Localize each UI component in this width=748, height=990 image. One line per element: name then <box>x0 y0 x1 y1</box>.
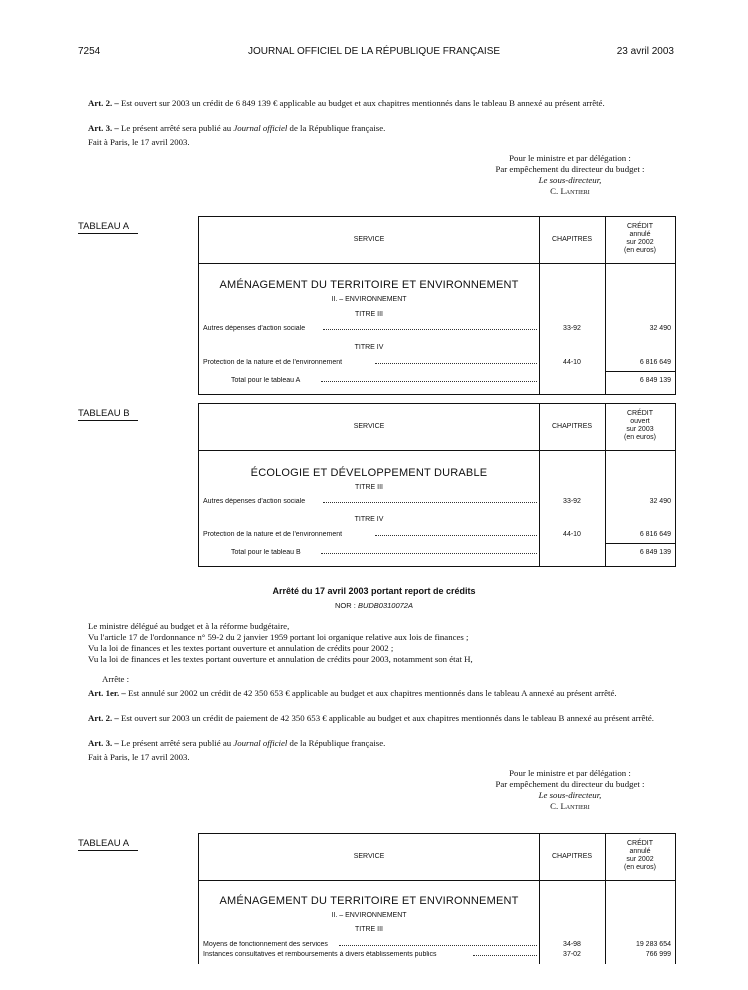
col-credit-line-2: annulé <box>629 848 651 855</box>
dot-leader <box>321 553 537 554</box>
column-divider <box>605 217 606 394</box>
row-chapter: 44-10 <box>563 531 581 538</box>
total-rule <box>605 371 675 372</box>
done-at: Fait à Paris, le 17 avril 2003. <box>88 752 190 762</box>
decree-intro: Le ministre délégué au budget et à la réforme budgétaire, <box>88 621 290 631</box>
table-a2 <box>198 833 676 964</box>
nor-reference <box>0 601 748 610</box>
signature-name: C. Lantieri <box>550 186 590 196</box>
col-credit-line-1: CRÉDIT <box>626 410 654 417</box>
signature-line-3: Le sous-directeur, <box>538 790 602 800</box>
table-row <box>203 498 537 505</box>
signature-line-1: Pour le ministre et par délégation : <box>509 768 631 778</box>
row-label: Instances consultatives et remboursements à divers établissements publics <box>203 951 437 958</box>
titre-heading: TITRE IV <box>354 344 384 351</box>
table-row <box>203 359 537 366</box>
article-2-text: Est ouvert sur 2003 un crédit de 6 849 139 € applicable au budget et aux chapitres mentionnés dans le tableau B annexé au présent arrêté. <box>120 98 605 108</box>
column-divider <box>539 217 540 394</box>
nor-code: BUDB0310072A <box>357 601 413 610</box>
journal-title: JOURNAL OFFICIEL DE LA RÉPUBLIQUE FRANÇAISE <box>247 46 501 57</box>
table-a1 <box>198 216 676 395</box>
subsection-title: II. – ENVIRONNEMENT <box>331 912 407 919</box>
section-title: ÉCOLOGIE ET DÉVELOPPEMENT DURABLE <box>250 467 488 479</box>
article-3 <box>78 123 676 134</box>
dot-leader <box>323 329 537 330</box>
col-credit-line-1: CRÉDIT <box>626 840 654 847</box>
col-credit-line-4: (en euros) <box>624 247 656 254</box>
col-credit <box>605 410 675 442</box>
table-row <box>203 531 537 538</box>
row-amount: 32 490 <box>649 498 671 505</box>
page-number: 7254 <box>78 46 101 57</box>
row-chapter: 37-02 <box>563 951 581 958</box>
column-divider <box>605 834 606 964</box>
row-amount: 6 816 649 <box>639 531 671 538</box>
col-credit-line-4: (en euros) <box>624 864 656 871</box>
column-divider <box>605 404 606 566</box>
table-a1-label: TABLEAU A <box>78 221 138 234</box>
col-credit-line-2: ouvert <box>630 418 650 425</box>
dot-leader <box>473 955 537 956</box>
article-3-text-before: Le présent arrêté sera publié au <box>120 738 232 748</box>
article-2 <box>78 98 676 109</box>
row-chapter: 33-92 <box>563 498 581 505</box>
dot-leader <box>375 535 537 536</box>
total-row <box>231 377 537 384</box>
row-label: Protection de la nature et de l'environnement <box>203 531 343 538</box>
total-row <box>231 549 537 556</box>
col-service: SERVICE <box>353 236 385 243</box>
col-chapitres: CHAPITRES <box>551 236 593 243</box>
column-divider <box>539 404 540 566</box>
article-1-label: Art. 1er. – <box>88 688 126 698</box>
signature-block <box>470 153 670 197</box>
signature-line-3: Le sous-directeur, <box>538 175 602 185</box>
article-3-text-after: de la République française. <box>289 738 386 748</box>
total-rule <box>605 543 675 544</box>
table-b1-header <box>199 404 675 451</box>
table-row <box>203 951 537 958</box>
titre-heading: TITRE III <box>355 926 383 933</box>
col-chapitres: CHAPITRES <box>551 423 593 430</box>
titre-heading: TITRE IV <box>354 516 384 523</box>
col-credit-line-2: annulé <box>629 231 651 238</box>
col-chapitres: CHAPITRES <box>551 853 593 860</box>
table-row <box>203 325 537 332</box>
table-b1 <box>198 403 676 567</box>
col-credit-line-3: sur 2003 <box>626 426 654 433</box>
col-credit-line-1: CRÉDIT <box>626 223 654 230</box>
dot-leader <box>375 363 537 364</box>
row-chapter: 33-92 <box>563 325 581 332</box>
row-amount: 32 490 <box>649 325 671 332</box>
titre-heading: TITRE III <box>355 311 383 318</box>
col-service: SERVICE <box>353 423 385 430</box>
visa-2: Vu la loi de finances et les textes portant ouverture et annulation de crédits pour 2002 ; <box>88 643 394 653</box>
table-a2-header <box>199 834 675 881</box>
article-2-label: Art. 2. – <box>88 98 119 108</box>
section-title: AMÉNAGEMENT DU TERRITOIRE ET ENVIRONNEMENT <box>219 895 519 907</box>
article-3 <box>78 738 676 749</box>
signature-name: C. Lantieri <box>550 801 590 811</box>
dot-leader <box>323 502 537 503</box>
article-3-text-before: Le présent arrêté sera publié au <box>120 123 232 133</box>
row-chapter: 34-98 <box>563 941 581 948</box>
visa-3: Vu la loi de finances et les textes portant ouverture et annulation de crédits pour 2003, notamment son état H, <box>88 654 473 664</box>
total-label: Total pour le tableau B <box>231 549 301 556</box>
signature-line-1: Pour le ministre et par délégation : <box>509 153 631 163</box>
col-credit <box>605 840 675 872</box>
signature-line-2: Par empêchement du directeur du budget : <box>495 164 645 174</box>
col-credit <box>605 223 675 255</box>
article-3-text-italic: Journal officiel <box>233 738 288 748</box>
article-3-text-italic: Journal officiel <box>233 123 288 133</box>
table-a2-label: TABLEAU A <box>78 838 138 851</box>
col-service: SERVICE <box>353 853 385 860</box>
article-1 <box>78 688 676 699</box>
article-2-label: Art. 2. – <box>88 713 119 723</box>
col-credit-line-3: sur 2002 <box>626 856 654 863</box>
row-label: Autres dépenses d'action sociale <box>203 325 306 332</box>
dot-leader <box>321 381 537 382</box>
dot-leader <box>339 945 537 946</box>
titre-heading: TITRE III <box>355 484 383 491</box>
section-title: AMÉNAGEMENT DU TERRITOIRE ET ENVIRONNEMENT <box>219 279 519 291</box>
visa-1: Vu l'article 17 de l'ordonnance n° 59-2 du 2 janvier 1959 portant loi organique relative aux lois de finances ; <box>88 632 469 642</box>
col-credit-line-3: sur 2002 <box>626 239 654 246</box>
subsection-title: II. – ENVIRONNEMENT <box>331 296 407 303</box>
row-label: Autres dépenses d'action sociale <box>203 498 306 505</box>
article-3-label: Art. 3. – <box>88 738 119 748</box>
total-amount: 6 849 139 <box>639 377 671 384</box>
total-label: Total pour le tableau A <box>231 377 301 384</box>
decree-title: Arrêté du 17 avril 2003 portant report de crédits <box>272 586 476 596</box>
col-credit-line-4: (en euros) <box>624 434 656 441</box>
row-amount: 19 283 654 <box>635 941 671 948</box>
article-3-label: Art. 3. – <box>88 123 119 133</box>
article-3-text-after: de la République française. <box>289 123 386 133</box>
done-at: Fait à Paris, le 17 avril 2003. <box>88 137 190 147</box>
issue-date: 23 avril 2003 <box>616 46 674 57</box>
row-label: Moyens de fonctionnement des services <box>203 941 328 948</box>
row-amount: 6 816 649 <box>639 359 671 366</box>
table-a1-header <box>199 217 675 264</box>
table-b1-label: TABLEAU B <box>78 408 138 421</box>
signature-line-2: Par empêchement du directeur du budget : <box>495 779 645 789</box>
article-2-text: Est ouvert sur 2003 un crédit de paiement de 42 350 653 € applicable au budget et aux chapitres mentionnés dans le tableau B annexé au présent arrêté. <box>120 713 654 723</box>
row-chapter: 44-10 <box>563 359 581 366</box>
nor-label: NOR : <box>335 601 356 610</box>
signature-block <box>470 768 670 812</box>
row-label: Protection de la nature et de l'environnement <box>203 359 343 366</box>
total-amount: 6 849 139 <box>639 549 671 556</box>
table-row <box>203 941 537 948</box>
row-amount: 766 999 <box>645 951 671 958</box>
article-2 <box>78 713 676 724</box>
arrete: Arrête : <box>102 674 130 684</box>
article-1-text: Est annulé sur 2002 un crédit de 42 350 653 € applicable au budget et aux chapitres mentionnés dans le tableau A annexé au présent arrêté. <box>128 688 617 698</box>
